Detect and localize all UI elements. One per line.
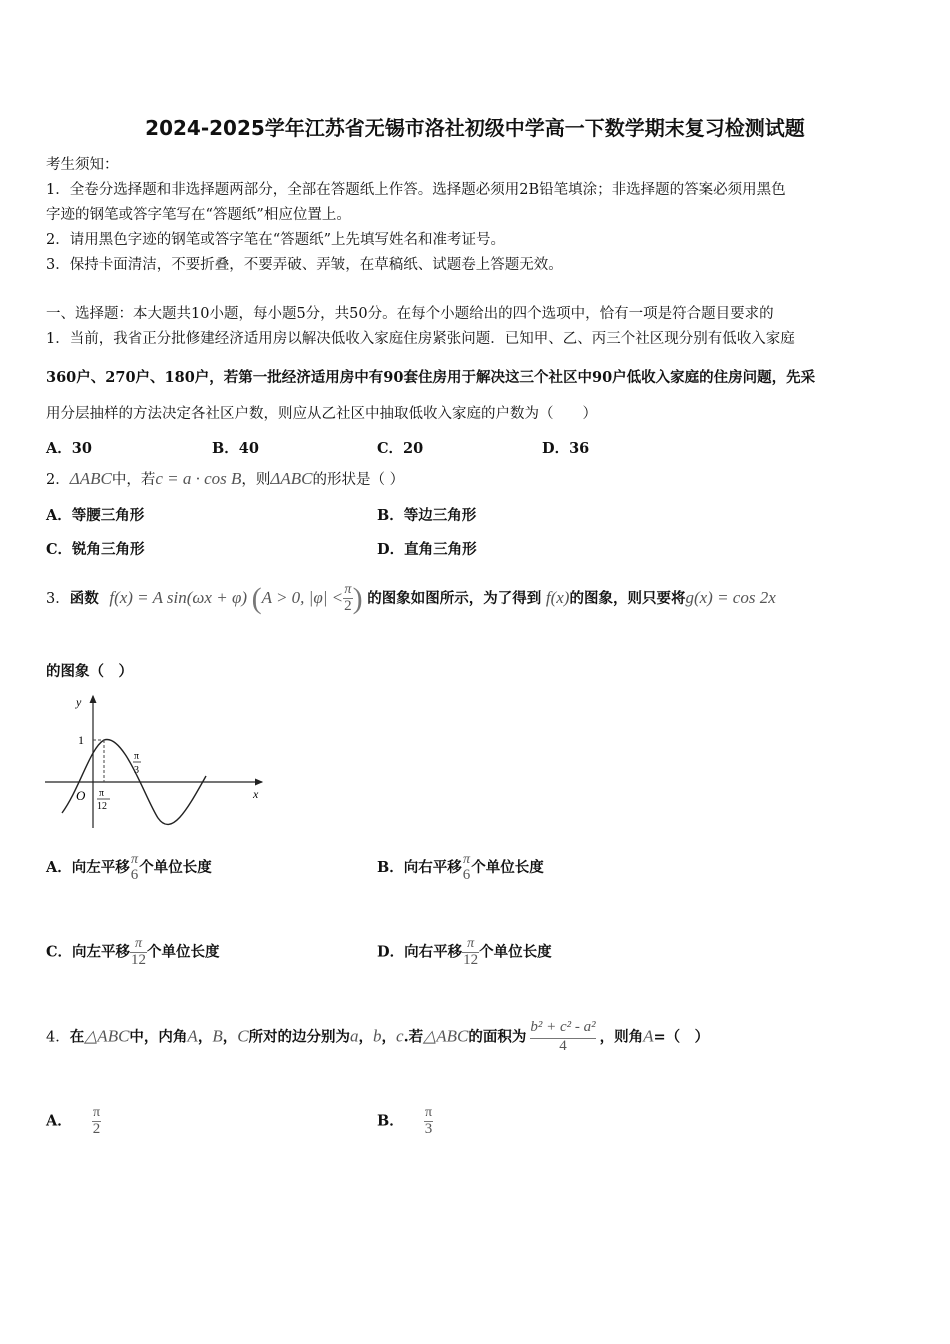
section-heading: 一、选择题：本大题共10小题，每小题5分，共50分。在每个小题给出的四个选项中，恰有一项是符合题目要求的 [46, 306, 774, 322]
q2-text: 中，若 [111, 472, 156, 488]
notice-item: 字迹的钢笔或答字笔写在“答题纸”相应位置上。 [46, 207, 351, 223]
q2-option-a: A．等腰三角形 [46, 507, 145, 524]
question-3-line2: 的图象（ ） [46, 663, 133, 680]
q4-triangle: △ABC [84, 1026, 130, 1046]
tick-pi: π [99, 788, 105, 799]
q1-option-b: B．40 [212, 440, 259, 457]
q3-option-b: B．向右平移 π 6 个单位长度 [377, 852, 544, 883]
q3-gx: g(x) = cos 2x [685, 588, 776, 607]
origin-label: O [76, 788, 86, 803]
y-label: y [76, 695, 82, 709]
notice-item: 2．请用黑色字迹的钢笔或答字笔在“答题纸”上先填写姓名和准考证号。 [46, 232, 506, 248]
q1-option-d: D．36 [542, 440, 590, 457]
q2-triangle: ΔABC [270, 469, 313, 488]
q2-number: 2． [46, 472, 70, 488]
question-2 [46, 468, 404, 489]
tick-twelve: 12 [97, 801, 107, 812]
q2-option-b: B．等边三角形 [377, 507, 477, 524]
notice-item: 1．全卷分选择题和非选择题两部分，全部在答题纸上作答。选择题必须用2B铅笔填涂；非选择题的答案必须用黑色 [46, 182, 786, 198]
question-1-line: 360户、270户、180户，若第一批经济适用房中有90套住房用于解决这三个社区中90户低收入家庭的住房问题，先采 [46, 369, 816, 386]
question-3: 3．函数 f(x) = A sin(ωx + φ) (A > 0, |φ| < $\frac{\pi}{2}$ ) 的图象如图所示，为了得到 f(x)的图象，则只要将g(x) = cos 2x [46, 582, 776, 615]
question-4: 4．在△ABC中，内角A，B，C所对的边分别为a，b，c.若△ABC的面积为 $\frac{\text{b² + c² - a²}}{4}$ ，则角A=（ ） [46, 1019, 710, 1054]
q3-text: 的图象如图所示，为了得到 [367, 590, 542, 607]
q3-fx: f(x) [545, 588, 570, 607]
q2-option-c: C．锐角三角形 [46, 541, 145, 558]
q3-text: 的图象，则只要将 [569, 590, 686, 607]
q4-option-a: A． $\frac{\pi}{2}$ [46, 1105, 101, 1137]
q3-pi-over-2: $\frac{\pi}{2}$ [344, 582, 352, 614]
x-label: x [253, 787, 259, 801]
q3-condition: A > 0, |φ| < [261, 588, 344, 607]
q3-text: 函数 [69, 590, 99, 607]
q2-text: ，则 [241, 472, 271, 488]
q3-function: f(x) = A sin(ωx + φ) [109, 588, 248, 607]
q3-option-a: A．向左平移 π 6 个单位长度 [46, 852, 212, 883]
question-1-line: 1．当前，我省正分批修建经济适用房以解决低收入家庭住房紧张问题．已知甲、乙、丙三个社区现分别有低收入家庭 [46, 331, 795, 347]
tick-pi: π [134, 751, 140, 762]
question-1-line: 用分层抽样的方法决定各社区户数，则应从乙社区中抽取低收入家庭的户数为（ ） [46, 406, 597, 422]
q4-option-b: B． $\frac{\pi}{3}$ [377, 1105, 433, 1137]
q2-text: 的形状是（ ） [312, 472, 405, 488]
q1-option-c: C．20 [377, 440, 424, 457]
q2-triangle: ΔABC [69, 469, 112, 488]
notice-item: 3．保持卡面清洁，不要折叠，不要弄破、弄皱，在草稿纸、试题卷上答题无效。 [46, 257, 563, 273]
q2-option-d: D．直角三角形 [377, 541, 477, 558]
notice-heading: 考生须知： [46, 157, 119, 173]
tick-three: 3 [134, 765, 139, 776]
q4-area-fraction: $\frac{\text{b² + c² - a²}}{4}$ [530, 1019, 596, 1054]
q2-equation: c = a · cos B [155, 469, 242, 488]
q1-option-a: A．30 [46, 440, 92, 457]
q3-option-c: C．向左平移 $\frac{\pi}{12}$ 个单位长度 [46, 936, 220, 968]
q4-triangle: △ABC [423, 1026, 469, 1046]
tick-one: 1 [78, 733, 84, 747]
q3-number: 3． [46, 591, 70, 607]
sine-graph [40, 688, 270, 833]
q3-option-d: D．向右平移 $\frac{\pi}{12}$ 个单位长度 [377, 936, 552, 968]
page-title: 2024-2025学年江苏省无锡市洛社初级中学高一下数学期末复习检测试题 [145, 116, 805, 140]
